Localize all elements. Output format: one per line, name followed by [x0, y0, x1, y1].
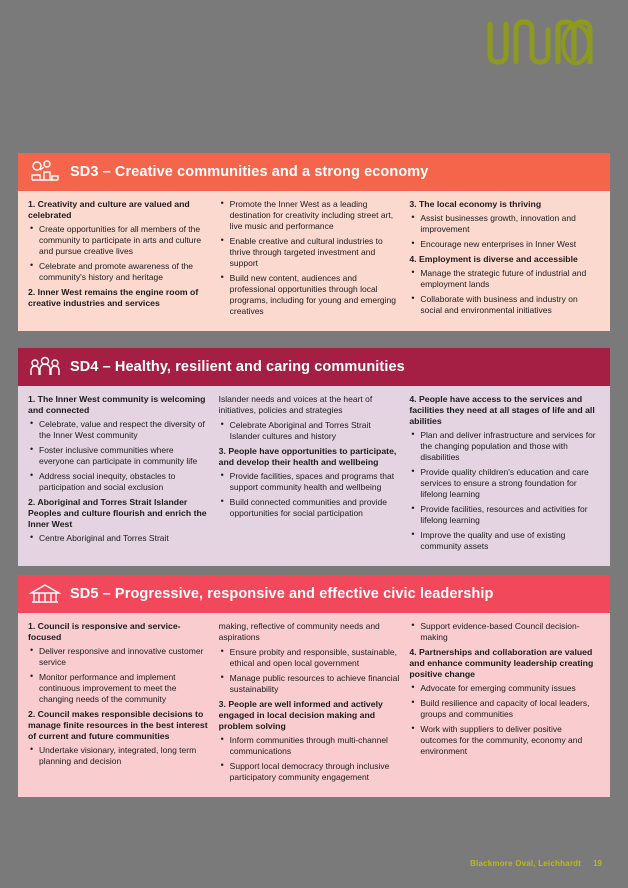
list-item: • Manage public resources to achieve financial sustainability — [230, 673, 400, 695]
community-people-icon — [28, 353, 62, 381]
list-item: • Provide facilities, resources and activities for lifelong learning — [420, 504, 600, 526]
section-title: SD4 – Healthy, resilient and caring communities — [70, 359, 405, 375]
section-title: SD3 – Creative communities and a strong economy — [70, 164, 429, 180]
list-item: • Celebrate Aboriginal and Torres Strait Islander cultures and history — [230, 420, 400, 442]
list-item: • Support evidence-based Council decision-making — [420, 621, 600, 643]
list-item: • Collaborate with business and industry on social and environmental initiatives — [420, 294, 600, 316]
section-header-sd4 — [18, 348, 610, 386]
section-title: SD5 – Progressive, responsive and effective civic leadership — [70, 586, 494, 602]
bullet-list — [28, 419, 209, 493]
list-item: • Foster inclusive communities where everyone can participate in community life — [39, 445, 209, 467]
list-item: • Plan and deliver infrastructure and services for the changing population and those with disabilities — [420, 430, 600, 463]
list-item: • Encourage new enterprises in Inner West — [420, 239, 600, 250]
column — [409, 394, 600, 556]
list-item: • Advocate for emerging community issues — [420, 683, 600, 694]
footer-caption: Blackmore Oval, Leichhardt — [470, 859, 582, 868]
list-item: • Manage the strategic future of industrial and employment lands — [420, 268, 600, 290]
column — [219, 621, 410, 787]
bullet-list — [219, 471, 400, 519]
bullet-list — [409, 430, 600, 552]
bullet-list — [219, 420, 400, 442]
column — [28, 394, 219, 556]
continued-text: making, reflective of community needs and aspirations — [218, 621, 380, 643]
list-item: • Support local democracy through inclusive participatory community engagement — [230, 761, 400, 783]
item-heading: 1. Creativity and culture are valued and celebrated — [28, 199, 190, 220]
item-heading: 4. People have access to the services and facilities they need at all stages of life and all abilities — [409, 394, 595, 426]
section-sd5 — [18, 575, 610, 797]
bullet-list — [409, 268, 600, 316]
bullet-list — [28, 533, 209, 544]
item-heading: 2. Aboriginal and Torres Strait Islander Peoples and culture flourish and enrich the Inner West — [28, 497, 207, 529]
item-heading: 2. Inner West remains the engine room of creative industries and services — [28, 286, 199, 308]
list-item: • Enable creative and cultural industries to thrive through targeted investment and support — [230, 236, 400, 269]
bullet-list — [219, 199, 400, 317]
column — [409, 621, 600, 787]
item-heading: 3. The local economy is thriving — [409, 199, 542, 209]
list-item: • Celebrate, value and respect the diversity of the Inner West community — [39, 419, 209, 441]
bullet-list — [219, 735, 400, 783]
list-item: • Celebrate and promote awareness of the community's history and heritage — [39, 261, 209, 283]
item-heading: 4. Employment is diverse and accessible — [409, 254, 578, 265]
column — [28, 621, 219, 787]
list-item: • Create opportunities for all members of the community to participate in arts and culture and pursue creative lives — [39, 224, 209, 257]
column — [219, 394, 410, 556]
section-body-sd5 — [18, 613, 610, 797]
list-item: • Deliver responsive and innovative customer service — [39, 646, 209, 668]
item-heading: 3. People are well informed and actively engaged in local decision making and problem solving — [218, 699, 383, 732]
column — [409, 199, 600, 321]
list-item: • Undertake visionary, integrated, long term planning and decision — [39, 745, 209, 767]
continued-text: Islander needs and voices at the heart of initiatives, policies and strategies — [218, 394, 373, 416]
bullet-list — [409, 213, 600, 250]
list-item: • Provide quality children's education and care services to ensure a strong foundation for lifelong learning — [420, 467, 600, 500]
bullet-list — [28, 646, 209, 705]
list-item: • Ensure probity and responsible, sustainable, ethical and open local government — [230, 647, 400, 669]
bullet-list — [28, 224, 209, 283]
list-item: • Inform communities through multi-channel communications — [230, 735, 400, 757]
bullet-list — [409, 621, 600, 643]
section-header-sd3 — [18, 153, 610, 191]
list-item: • Build resilience and capacity of local leaders, groups and communities — [420, 698, 600, 720]
list-item: • Improve the quality and use of existing community assets — [420, 530, 600, 552]
item-heading: 3. People have opportunities to participate, and develop their health and wellbeing — [218, 446, 397, 468]
section-sd3 — [18, 153, 610, 331]
bullet-list — [409, 683, 600, 757]
bullet-list — [28, 745, 209, 767]
list-item: • Provide facilities, spaces and programs that support community health and wellbeing — [230, 471, 400, 493]
item-heading: 1. The Inner West community is welcoming and connected — [28, 394, 206, 415]
section-sd4 — [18, 348, 610, 566]
item-heading: 2. Council makes responsible decisions to manage finite resources in the best interest of current and future communities — [28, 708, 208, 741]
section-header-sd5 — [18, 575, 610, 613]
column — [219, 199, 410, 321]
column — [28, 199, 219, 321]
page-number: 19 — [593, 859, 602, 868]
list-item: • Work with suppliers to deliver positive outcomes for the community, economy and environment — [420, 724, 600, 757]
list-item: • Build connected communities and provide opportunities for social participation — [230, 497, 400, 519]
page-footer — [470, 859, 602, 868]
list-item: • Centre Aboriginal and Torres Strait — [39, 533, 209, 544]
inner-west-council-logo — [480, 14, 600, 70]
list-item: • Build new content, audiences and professional opportunities through local programs, including for young and emerging creatives — [230, 273, 400, 317]
list-item: • Promote the Inner West as a leading destination for creativity including street art, live music and performance — [230, 199, 400, 232]
bullet-list — [219, 647, 400, 695]
list-item: • Address social inequity, obstacles to participation and social exclusion — [39, 471, 209, 493]
item-heading: 1. Council is responsive and service-focused — [28, 621, 181, 642]
civic-leadership-icon — [28, 580, 62, 608]
item-heading: 4. Partnerships and collaboration are valued and enhance community leadership creating positive change — [409, 647, 594, 679]
list-item: • Assist businesses growth, innovation and improvement — [420, 213, 600, 235]
section-body-sd3 — [18, 191, 610, 331]
list-item: • Monitor performance and implement continuous improvement to meet the changing needs of the community — [39, 672, 209, 705]
creative-economy-icon — [28, 158, 62, 186]
section-body-sd4 — [18, 386, 610, 566]
